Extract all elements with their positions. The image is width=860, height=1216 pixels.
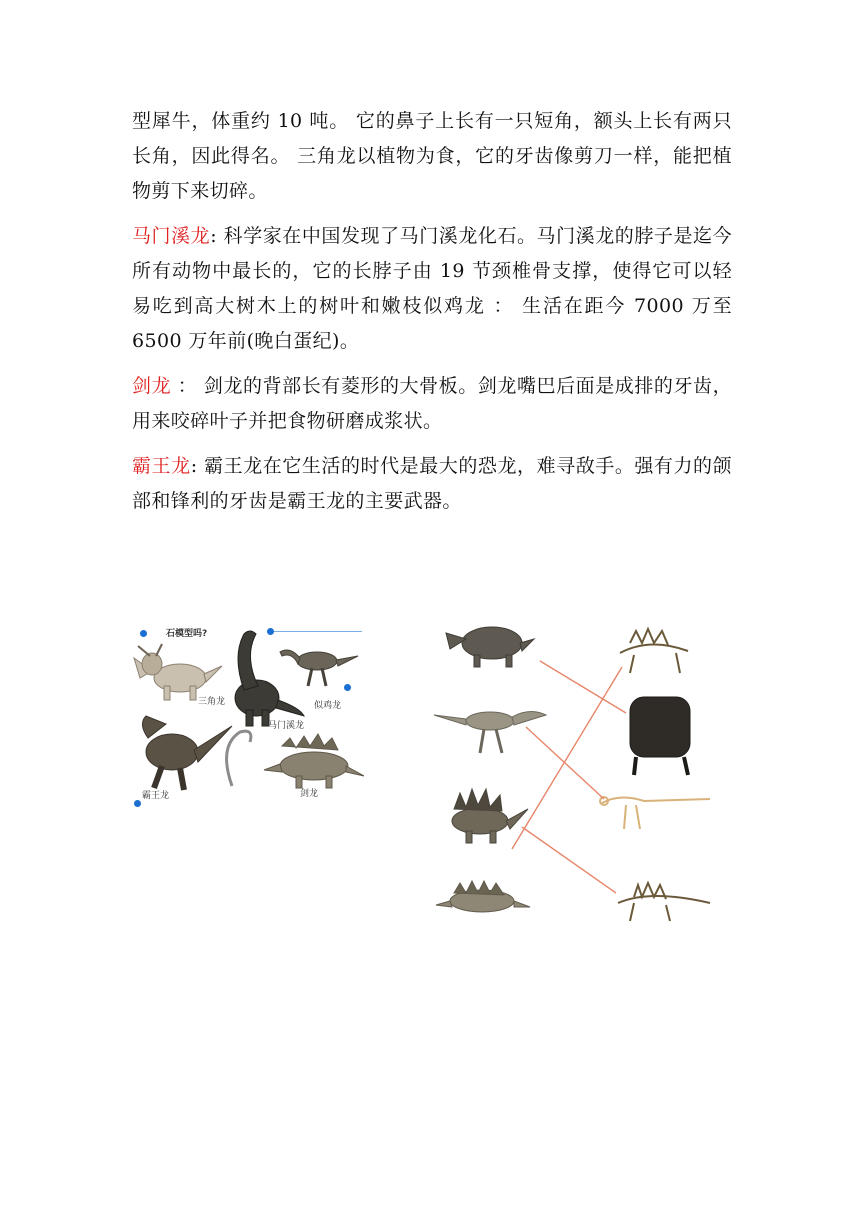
ankylosaurus-skeleton-image bbox=[630, 697, 690, 775]
stegosaurus-image bbox=[264, 734, 364, 788]
stegosaurus-skeleton-image bbox=[620, 629, 688, 673]
paragraph-body: ： 剑龙的背部长有菱形的大骨板。剑龙嘴巴后面是成排的牙齿，用来咬碎叶子并把食物研磨成浆状。 bbox=[132, 375, 732, 432]
label-trex: 霸王龙 bbox=[142, 791, 170, 801]
trex-image bbox=[142, 716, 232, 790]
kentrosaurus-skeleton-image bbox=[618, 883, 710, 921]
paragraph-mamenchisaurus bbox=[132, 219, 732, 359]
neck-skeleton-image bbox=[227, 731, 251, 786]
connector-line bbox=[512, 667, 622, 849]
matching-connectors bbox=[512, 661, 626, 893]
paragraph-trex bbox=[132, 449, 732, 519]
figure-title: 石模型吗? bbox=[166, 629, 208, 639]
ankylosaurus-model-image bbox=[446, 627, 534, 667]
term-label: 剑龙 bbox=[132, 375, 172, 397]
paragraph-body: 型犀牛，体重约 10 吨。 它的鼻子上长有一只短角，额头上长有两只长角，因此得名。 三角龙以植物为食，它的牙齿像剪刀一样，能把植物剪下来切碎。 bbox=[132, 110, 732, 202]
gallimimus-image bbox=[280, 650, 358, 686]
paragraph-body: : 科学家在中国发现了马门溪龙化石。马门溪龙的脖子是迄今所有动物中最长的，它的长脖子由 19 节颈椎骨支撑，使得它可以轻易吃到高大树木上的树叶和嫩枝似鸡龙 ： 生活在距今 7000 万至 6500 万年前(晚白蛋纪)。 bbox=[132, 225, 732, 352]
paragraph-stegosaurus bbox=[132, 369, 732, 439]
dinosaur-models-figure bbox=[132, 616, 364, 806]
article-text bbox=[132, 104, 732, 519]
triceratops-image bbox=[134, 644, 222, 700]
label-triceratops: 三角龙 bbox=[198, 697, 226, 707]
term-label: 霸王龙 bbox=[132, 455, 191, 477]
connector-line bbox=[526, 727, 604, 799]
connector-line bbox=[540, 661, 626, 713]
matching-exercise-drawing bbox=[430, 603, 715, 933]
label-stegosaurus: 剑龙 bbox=[300, 789, 319, 799]
connector-line bbox=[522, 827, 616, 893]
mamenchisaurus-image bbox=[235, 631, 304, 726]
paragraph-triceratops bbox=[132, 104, 732, 209]
label-mamenchisaurus: 马门溪龙 bbox=[268, 721, 305, 731]
compsognathus-model-image bbox=[434, 711, 546, 753]
matching-exercise-figure bbox=[430, 603, 715, 933]
compsognathus-skeleton-image bbox=[600, 797, 710, 829]
term-label: 马门溪龙 bbox=[132, 225, 211, 247]
label-gallimimus: 似鸡龙 bbox=[314, 701, 342, 711]
kentrosaurus-model-image bbox=[452, 789, 528, 843]
paragraph-body: : 霸王龙在它生活的时代是最大的恐龙，难寻敌手。强有力的颌部和锋利的牙齿是霸王龙的主要武器。 bbox=[132, 455, 733, 512]
dinosaur-models-drawing bbox=[132, 616, 364, 806]
stegosaurus-model-image bbox=[436, 881, 530, 912]
